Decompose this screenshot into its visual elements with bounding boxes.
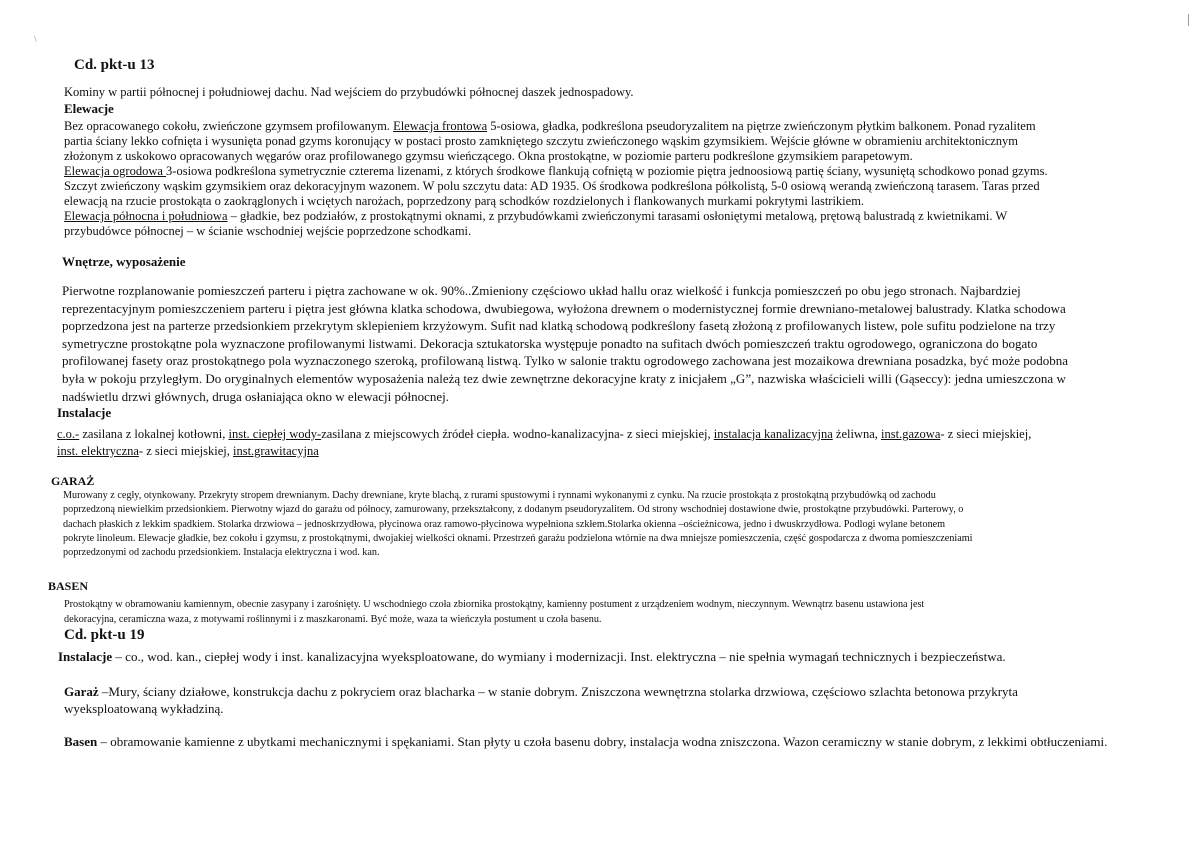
elewacje-line-6: elewacją na rzucie prostokąta o zaokrąglonych i wciętych narożach, poprzedzony parą schodków rozdzielonych i flankowanych murkami pokrytymi lastrikiem.	[64, 194, 865, 208]
basen-line-1: Prostokątny w obramowaniu kamiennym, obecnie zasypany i zarośnięty. U wschodniego czoła zbiornika prostokątny, kamienny postument z urządzeniem wodnym, nieczynnym. Wewnątrz basenu ustawiona jest	[64, 599, 925, 610]
elewacje-line-3: złożonym z uskokowo opracowanych węgarów oraz profilowanego gzymsu wieńczącego. Okna prostokątne, w poziomie parteru podkreślone gzymsikiem parapetowym.	[64, 149, 913, 163]
scan-edge-mark	[1188, 14, 1189, 26]
instalacje-line-2: inst. elektryczna- z sieci miejskiej, inst.grawitacyjna	[57, 444, 319, 458]
wnetrze-line-3: poprzedzona jest na parterze przedsionkiem przekrytym sklepieniem krzyżowym. Sufit nad klatką schodową podkreślony fasetą złożoną z profilowanych listew, pole sufitu podzielone na trzy	[62, 318, 1056, 334]
kominy-line: Kominy w partii północnej i południowej dachu. Nad wejściem do przybudówki północnej daszek jednospadowy.	[64, 85, 634, 99]
instalacje-paragraph	[57, 426, 1031, 460]
garaz-line-4: pokryte linoleum. Elewacje gładkie, bez cokołu i gzymsu, z prostokątnymi, dwojakiej wielkości oknami. Przestrzeń garażu podzielona wtórnie na dwa mniejsze pomieszczenia, część gospodarcza z dwoma pomieszczeniami	[63, 532, 973, 544]
elewacje-line-1: Bez opracowanego cokołu, zwieńczone gzymsem profilowanym. Elewacja frontowa 5-osiowa, gładka, podkreślona pseudoryzalitem na piętrze zwieńczonym płytkim balkonem. Ponad ryzalitem	[64, 119, 1036, 133]
elewacje-line-2: partia ściany lekko cofnięta i wysunięta ponad gzyms koronujący w postaci prosto zamkniętego szczytu zwieńczonego wąskim gzymsikiem. Wejście główne w obramieniu architektonicznym	[64, 134, 1019, 148]
heading-elewacje: Elewacje	[64, 101, 114, 116]
wnetrze-line-5: profilowanej fasety oraz prostokątnego pola wyznaczonego szeroką, profilowaną listwą. Tylko w salonie traktu ogrodowego zachowana jest mozaikowa drewniana posadzka, być może podobna	[62, 353, 1069, 369]
elewacja-ogrodowa-label: Elewacja ogrodowa	[64, 164, 167, 178]
garaz-line-1: Murowany z cegły, otynkowany. Przekryty stropem drewnianym. Dachy drewniane, kryte blachą, z rurami spustowymi i rynnami wykonanymi z cynku. Na rzucie prostokąta z prostokątną przybudówką od zachodu	[63, 490, 936, 501]
basen-line-2: dekoracyjna, ceramiczna waza, z motywami roślinnymi i z maszkaronami. Być może, waza ta wieńczyła postument u czoła basenu.	[64, 613, 602, 625]
grawitacyjna-label: inst.grawitacyjna	[233, 444, 319, 458]
garaz-line-2: poprzedzoną niewielkim przedsionkiem. Pierwotny wjazd do garażu od północy, zamurowany, przekształcony, z dodanym pseudoryzalitem. Od strony wschodniej dostawione dwie, prostokątne przybudówki. Parterowy, o	[63, 504, 964, 516]
wnetrze-line-2: reprezentacyjnym pomieszczeniem parteru i piętra jest główna klatka schodowa, dwubiegowa, wyłożona drewnem o modernistycznej formie drewniano-metalowej balustrady. Klatka schodowa	[62, 300, 1066, 316]
garaz-line-3: dachach płaskich z lekkim spadkiem. Stolarka drzwiowa – jednoskrzydłowa, płycinowa oraz ramowo-płycinowa wypełniona szkłem.Stolarka okienna –ościeżnicowa, jedno i dwuskrzydłowa. Podlogi wylane betonem	[63, 518, 946, 530]
garaz-19-line-2: wyeksploatowaną wykładziną.	[64, 701, 224, 716]
garaz-paragraph	[63, 489, 972, 560]
elektryczna-label: inst. elektryczna	[57, 444, 139, 458]
wnetrze-line-6: była w pokoju przyległym. Do oryginalnych elementów wyposażenia należą tez dwie zewnętrzne dekoracyjne kraty z inicjałem „G”, nazwiska właścicieli willi (Gąseccy): jedna umieszczona w	[62, 370, 1066, 386]
heading-pkt-19: Cd. pkt-u 19	[64, 627, 145, 643]
wnetrze-paragraph	[62, 282, 1068, 405]
instalacje-19-line: Instalacje – co., wod. kan., ciepłej wody i inst. kanalizacyjna wyeksploatowane, do wymiany i modernizacji. Inst. elektryczna – nie spełnia wymagań technicznych i bezpieczeństwa.	[58, 649, 1006, 664]
basen-paragraph	[64, 598, 924, 627]
heading-wnetrze: Wnętrze, wyposażenie	[62, 254, 186, 269]
garaz-line-5: poprzedzonymi od zachodu przedsionkiem. Instalacja elektryczna i wod. kan.	[63, 547, 380, 559]
instalacje-line-1: c.o.- zasilana z lokalnej kotłowni, inst. ciepłej wody-zasilana z miejscowych źródeł ciepła. wodno-kanalizacyjna- z sieci miejskiej, instalacja kanalizacyjna żeliwna, inst.gazowa- z sieci miejskiej,	[57, 427, 1032, 441]
kanalizacja-label: instalacja kanalizacyjna	[713, 427, 833, 441]
heading-pkt-13: Cd. pkt-u 13	[74, 57, 155, 73]
heading-instalacje: Instalacje	[57, 405, 112, 420]
elewacje-line-5: Szczyt zwieńczony wąskim gzymsikiem oraz dekoracyjnym wazonem. W polu szczytu data: AD 1935. Oś środkowa podkreślona półkolistą, 5-0 osiową werandą zwieńczoną tarasem. Taras przed	[64, 179, 1040, 193]
gazowa-label: inst.gazowa	[881, 427, 941, 441]
elewacje-line-7: Elewacja północna i południowa – gładkie, bez podziałów, z prostokątnymi oknami, z przybudówkami zwieńczonymi tarasami osłoniętymi metalową, prętową balustradą z kwietnikami. W	[64, 209, 1008, 223]
elewacja-frontowa-label: Elewacja frontowa	[393, 119, 488, 133]
wnetrze-line-1: Pierwotne rozplanowanie pomieszczeń parteru i piętra zachowane w ok. 90%..Zmieniony częściowo układ hallu oraz wielkość i funkcja pomieszczeń po obu jego stronach. Najbardziej	[62, 283, 1021, 298]
scan-mark: \	[34, 34, 37, 44]
elewacje-line-4: Elewacja ogrodowa 3-osiowa podkreślona symetrycznie czterema lizenami, z których środkowe flankują cofniętą w poziomie piętra jednoosiową partię ściany, wysuniętą schodkowo ponad gzyms.	[64, 164, 1048, 178]
basen-19-line: Basen – obramowanie kamienne z ubytkami mechanicznymi i spękaniami. Stan płyty u czoła basenu dobry, instalacja wodna zniszczona. Wazon ceramiczny w stanie dobrym, z lekkimi obtłuczeniami.	[64, 734, 1108, 749]
elewacja-polnocna-label: Elewacja północna i południowa	[64, 209, 228, 223]
garaz-19-line-1: Garaż –Mury, ściany działowe, konstrukcja dachu z pokryciem oraz blacharka – w stanie dobrym. Zniszczona wewnętrzna stolarka drzwiowa, częściowo szlachta betonowa przykryta	[64, 684, 1018, 699]
elewacje-line-8: przybudówce północnej – w ścianie wschodniej wejście poprzedzone schodkami.	[64, 224, 472, 238]
heading-garaz: GARAŻ	[51, 474, 95, 488]
heading-basen: BASEN	[48, 579, 89, 593]
co-label: c.o.-	[57, 427, 80, 441]
wnetrze-line-7: nadświetlu drzwi głównych, druga osłaniająca okno w elewacji północnej.	[62, 388, 449, 404]
garaz-19-label: Garaż	[64, 684, 99, 699]
basen-19-label: Basen	[64, 734, 98, 749]
elewacje-paragraph	[64, 119, 1182, 239]
ciepla-woda-label: inst. ciepłej wody-	[228, 427, 322, 441]
wnetrze-line-4: symetryczne prostokątne pola wyznaczone profilowanymi listwami. Dekoracja sztukatorska występuje ponadto na sufitach dwóch pomieszczeń traktu ogrodowego, ograniczona do bogato	[62, 335, 1038, 351]
garaz-19-paragraph	[64, 683, 1018, 717]
instalacje-19-label: Instalacje	[58, 649, 113, 664]
